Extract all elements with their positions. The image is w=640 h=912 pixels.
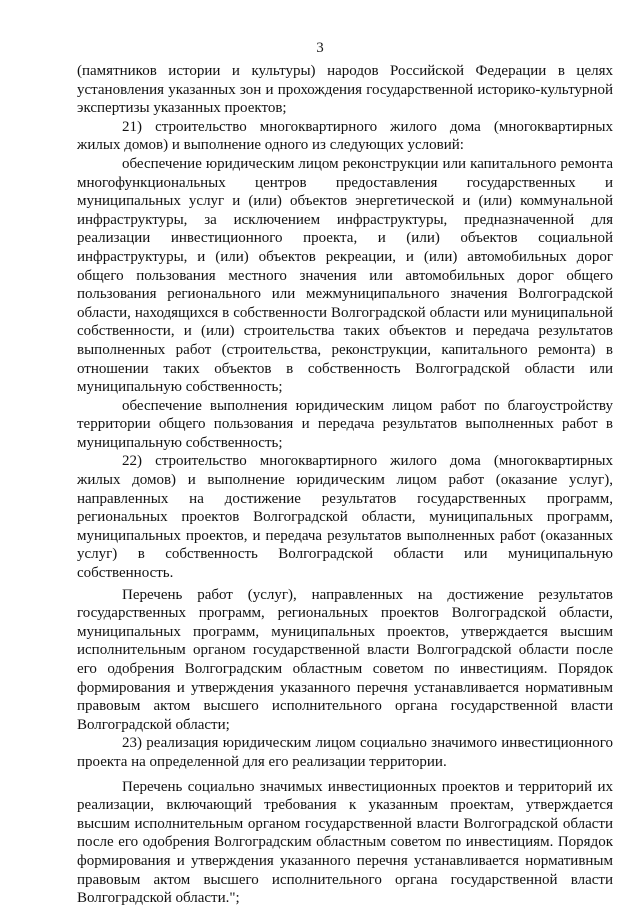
page-number: 3 [316, 40, 324, 56]
paragraph-condition-reconstruction: обеспечение юридическим лицом реконструкции или капитального ремонта многофункциональных центров предоставления государственных и муниципальных услуг и (или) объектов энергетической и (или) коммунальной инфраструктуры, за исключением инфраструктуры, предназначенной для реализации инвестиционного проекта, и (или) объектов социальной инфраструктуры, и (или) объектов рекреации, и (или) автомобильных дорог общего пользования местного значения или автомобильных дорог общего пользования регионального или межмуниципального значения Волгоградской области, находящихся в собственности Волгоградской области или муниципальной собственности, и (или) строительства таких объектов и передача результатов выполненных работ (строительства, реконструкции, капитального ремонта) в отношении таких объектов в собственность Волгоградской области или муниципальную собственность; [77, 155, 613, 396]
paragraph-item-22: 22) строительство многоквартирного жилого дома (многоквартирных жилых домов) и выполнение юридическим лицом работ (оказание услуг), направленных на достижение результатов государственных программ, региональных проектов Волгоградской области, муниципальных программ, муниципальных проектов, и передача результатов выполненных работ (оказанных услуг) в собственность Волгоградской области или муниципальную собственность. [77, 453, 613, 582]
paragraph-continuation: (памятников истории и культуры) народов Российской Федерации в целях установления указанных зон и прохождения государственной историко-культурной экспертизы указанных проектов; [77, 63, 613, 117]
paragraph-item-23: 23) реализация юридическим лицом социально значимого инвестиционного проекта на определенной для его реализации территории. [77, 735, 613, 770]
paragraph-projects-list: Перечень социально значимых инвестиционных проектов и территорий их реализации, включающий требования к указанным проектам, утверждается высшим исполнительным органом государственной власти Волгоградской области после его одобрения Волгоградским областным советом по инвестициям. Порядок формирования и утверждения указанного перечня устанавливается нормативным правовым актом высшего исполнительного органа государственной власти Волгоградской области."; [77, 778, 613, 907]
paragraph-condition-landscaping: обеспечение выполнения юридическим лицом работ по благоустройству территории общего пользования и передача результатов выполненных работ в муниципальную собственность; [77, 397, 613, 451]
document-body [77, 62, 613, 908]
paragraph-works-list: Перечень работ (услуг), направленных на достижение результатов государственных программ, региональных проектов Волгоградской области, муниципальных программ, муниципальных проектов, утверждается высшим исполнительным органом государственной власти Волгоградской области после его одобрения Волгоградским областным советом по инвестициям. Порядок формирования и утверждения указанного перечня устанавливается нормативным правовым актом высшего исполнительного органа государственной власти Волгоградской области; [77, 586, 613, 733]
paragraph-item-21: 21) строительство многоквартирного жилого дома (многоквартирных жилых домов) и выполнение одного из следующих условий: [77, 118, 613, 154]
